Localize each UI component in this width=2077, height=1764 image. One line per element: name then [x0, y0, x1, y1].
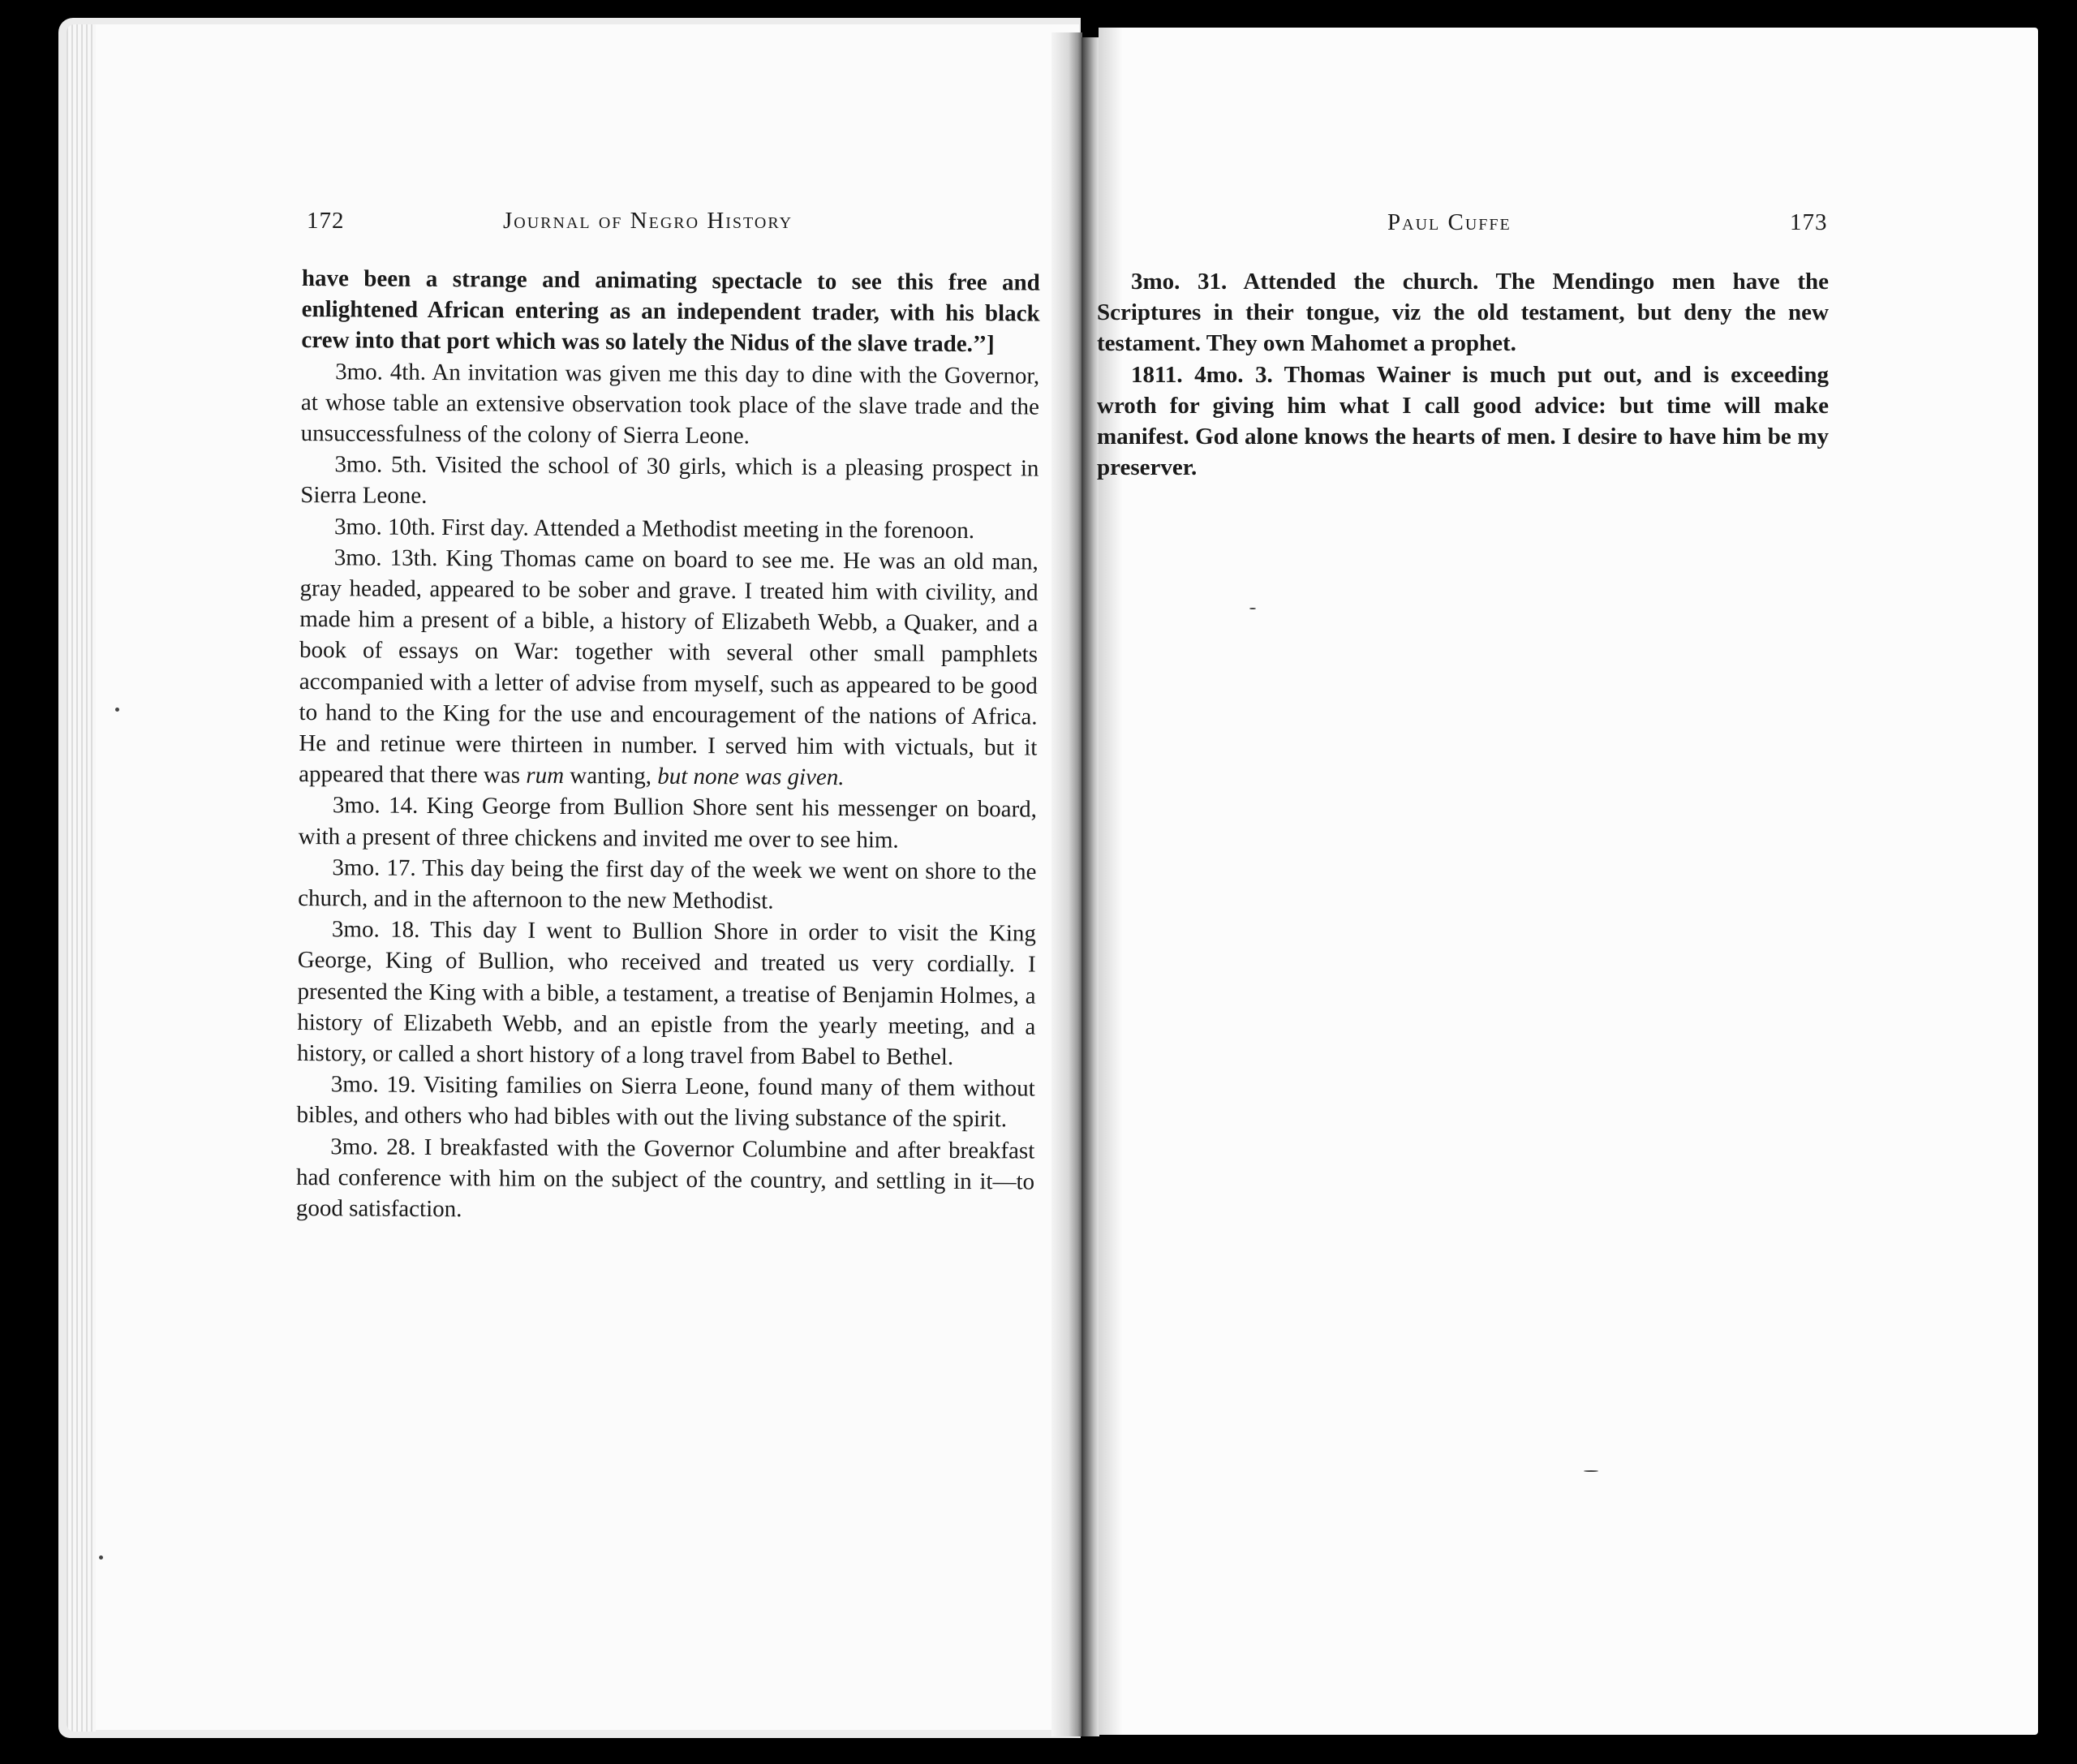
- paragraph: 3mo. 19. Visiting families on Sierra Leone, found many of them without bibles, and others who had bibles with out the living substance of the spirit.: [296, 1071, 1035, 1133]
- paragraph: 3mo. 18. This day I went to Bullion Shore in order to visit the King George, King of Bullion, who received and treated us very cordially. I presented the King with a bible, a testament, a treatise of Benjamin Holmes, a history of Elizabeth Webb, and an epistle from the yearly meeting, and a history, or called a short history of a long travel from Babel to Bethel.: [296, 916, 1037, 1071]
- paragraph-text: 3mo. 13th. King Thomas came on board to see me. He was an old man, gray headed, appeared to be sober and grave. I treated him with civility, and made him a present of a bible, a history of Elizabeth Webb, a Quaker, and a book of essays on War: together with several other small pamphlets accompanied with a letter of advise from myself, such as appeared to be good to hand to the King for the use and encouragement of the nations of Africa. He and retinue were thirteen in number. I served him with victuals, but it appeared that there was: [299, 544, 1038, 789]
- scan-speck: [115, 708, 119, 712]
- italic-word: rum: [526, 762, 565, 789]
- scan-speck: [99, 1555, 103, 1560]
- paragraph: 1811. 4mo. 3. Thomas Wainer is much put out, and is exceeding wroth for giving him what I call good advice: but time will make manifest. God alone knows the hearts of men. I desire to have him be my preserver.: [1097, 361, 1829, 481]
- left-page-text: [296, 263, 1040, 1228]
- running-head-right: Paul Cuffe: [1387, 209, 1512, 235]
- italic-phrase: but none was given.: [657, 763, 845, 791]
- gutter-shadow-left: [1051, 32, 1082, 1736]
- paragraph: [299, 542, 1038, 794]
- page-number-right: 173: [1790, 209, 1828, 235]
- running-head-left: Journal of Negro History: [503, 208, 793, 234]
- paragraph: 3mo. 10th. First day. Attended a Methodist meeting in the forenoon.: [333, 513, 975, 544]
- paragraph: 3mo. 17. This day being the first day of the week we went on shore to the church, and in the afternoon to the new Methodist.: [298, 854, 1037, 914]
- paragraph: 3mo. 14. King George from Bullion Shore sent his messenger on board, with a present of three chickens and invited me over to see him.: [298, 792, 1037, 854]
- paragraph: 3mo. 31. Attended the church. The Mendingo men have the Scriptures in their tongue, viz the old testament, but deny the new testament. They own Mahomet a prophet.: [1097, 269, 1829, 357]
- right-page-text: [1097, 266, 1829, 483]
- paragraph: 3mo. 28. I breakfasted with the Governor Columbine and after breakfast had conference with him on the subject of the country, and settling in it—to good satisfaction.: [295, 1133, 1035, 1223]
- scan-speck: [1249, 608, 1256, 609]
- scan-speck: [1584, 1470, 1598, 1472]
- paragraph: 3mo. 4th. An invitation was given me this day to dine with the Governor, at whose table an extensive observation took place of the slave trade and the unsuccessfulness of the colony of Sierra Leone.: [300, 358, 1040, 450]
- paragraph: have been a strange and animating spectacle to see this free and enlightened African entering as an independent trader, with his black crew into that port which was so lately the Nidus of the slave trade.’’]: [301, 265, 1040, 358]
- paragraph-text: wanting,: [563, 763, 658, 789]
- page-number-left: 172: [307, 208, 345, 234]
- paragraph: 3mo. 5th. Visited the school of 30 girls, which is a pleasing prospect in Sierra Leone.: [300, 451, 1039, 510]
